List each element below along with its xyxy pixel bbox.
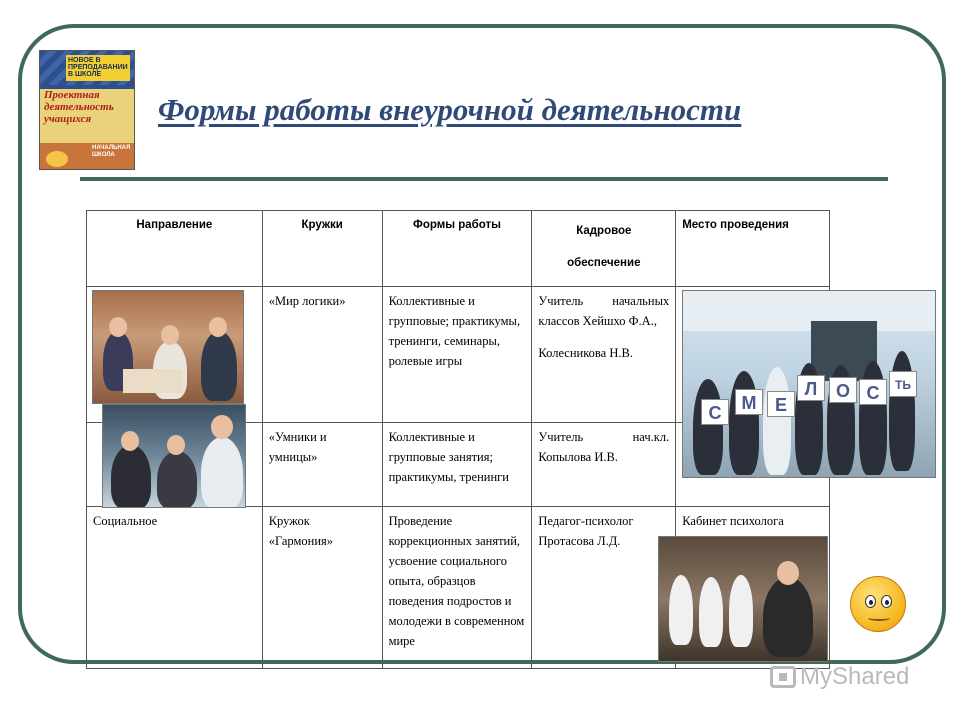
smiley-mouth [868,615,890,621]
book-cover-tag: НОВОЕ В ПРЕПОДАВАНИИ В ШКОЛЕ [66,55,130,81]
cell-club: «Мир логики» [262,287,382,423]
cell-club: Кружок «Гармония» [262,507,382,669]
smiley-eye [865,595,876,608]
students-with-letters-photo [682,290,936,478]
header-forms: Формы работы [382,211,532,287]
header-staff-line2: обеспечение [567,257,641,269]
header-direction: Направление [87,211,263,287]
letter-card: С [859,379,887,405]
cell-club: «Умники и умницы» [262,423,382,507]
cell-forms: Проведение коррекционных занятий, усвоение социального опыта, образцов поведения подростов и молодежи в современном мире [382,507,532,669]
student-figure [201,331,237,401]
cell-forms: Коллективные и групповые занятия; практикумы, тренинги [382,423,532,507]
letter-card: Л [797,375,825,401]
book-cover-title: Проектная деятельность учащихся [44,89,114,125]
student-figure [699,577,723,647]
teacher-head [777,561,799,585]
header-staff [532,211,676,287]
watermark-logo-icon [770,666,796,688]
header-place: Место проведения [676,211,830,287]
letter-card: М [735,389,763,415]
student-head [209,317,227,337]
watermark-text: MyShared [800,663,910,690]
cell-staff [532,287,676,423]
student-figure [669,575,693,645]
slide-title: Формы работы внеурочной деятельности [158,92,742,127]
student-figure [763,367,791,475]
table-header-row [87,211,830,287]
student-head [167,435,185,455]
student-figure [889,351,915,471]
psychologist-session-photo [658,536,828,662]
letter-card: Е [767,391,795,417]
book-cover-image [39,50,135,170]
letter-card: О [829,377,857,403]
student-figure [729,575,753,647]
student-figure [157,451,197,508]
student-head [161,325,179,345]
student-figure [729,371,759,475]
smiley-eye [881,595,892,608]
cell-direction: Социальное [87,507,263,669]
student-head [211,415,233,439]
students-group-photo [102,404,246,508]
watermark [770,662,909,692]
teacher-figure [763,577,813,657]
cell-forms: Коллективные и групповые; практикумы, тренинги, семинары, ролевые игры [382,287,532,423]
cell-staff: Учитель нач.кл. Копылова И.В. [532,423,676,507]
header-clubs: Кружки [262,211,382,287]
cell-place: Кабинет психолога [676,507,830,669]
cell-staff-line2: Колесникова Н.В. [538,346,633,360]
header-staff-line1: Кадровое [576,225,632,237]
book-cover-subtitle: НАЧАЛЬНАЯ ШКОЛА [92,145,131,158]
student-figure [693,379,723,475]
letter-card: С [701,399,729,425]
classroom-photo [92,290,244,404]
thinking-smiley-icon [850,576,906,632]
classroom-wall [683,291,935,331]
letter-card: ТЬ [889,371,917,397]
cell-staff: Педагог-психолог Протасова Л.Д. [532,507,676,669]
student-head [121,431,139,451]
title-divider [80,177,888,181]
cell-staff-line1: Учитель начальных классов Хейшхо Ф.А., [538,294,670,328]
student-head [109,317,127,337]
student-figure [201,437,243,508]
book-cover-icon [46,151,68,167]
student-figure [111,445,151,508]
desk [123,369,183,393]
